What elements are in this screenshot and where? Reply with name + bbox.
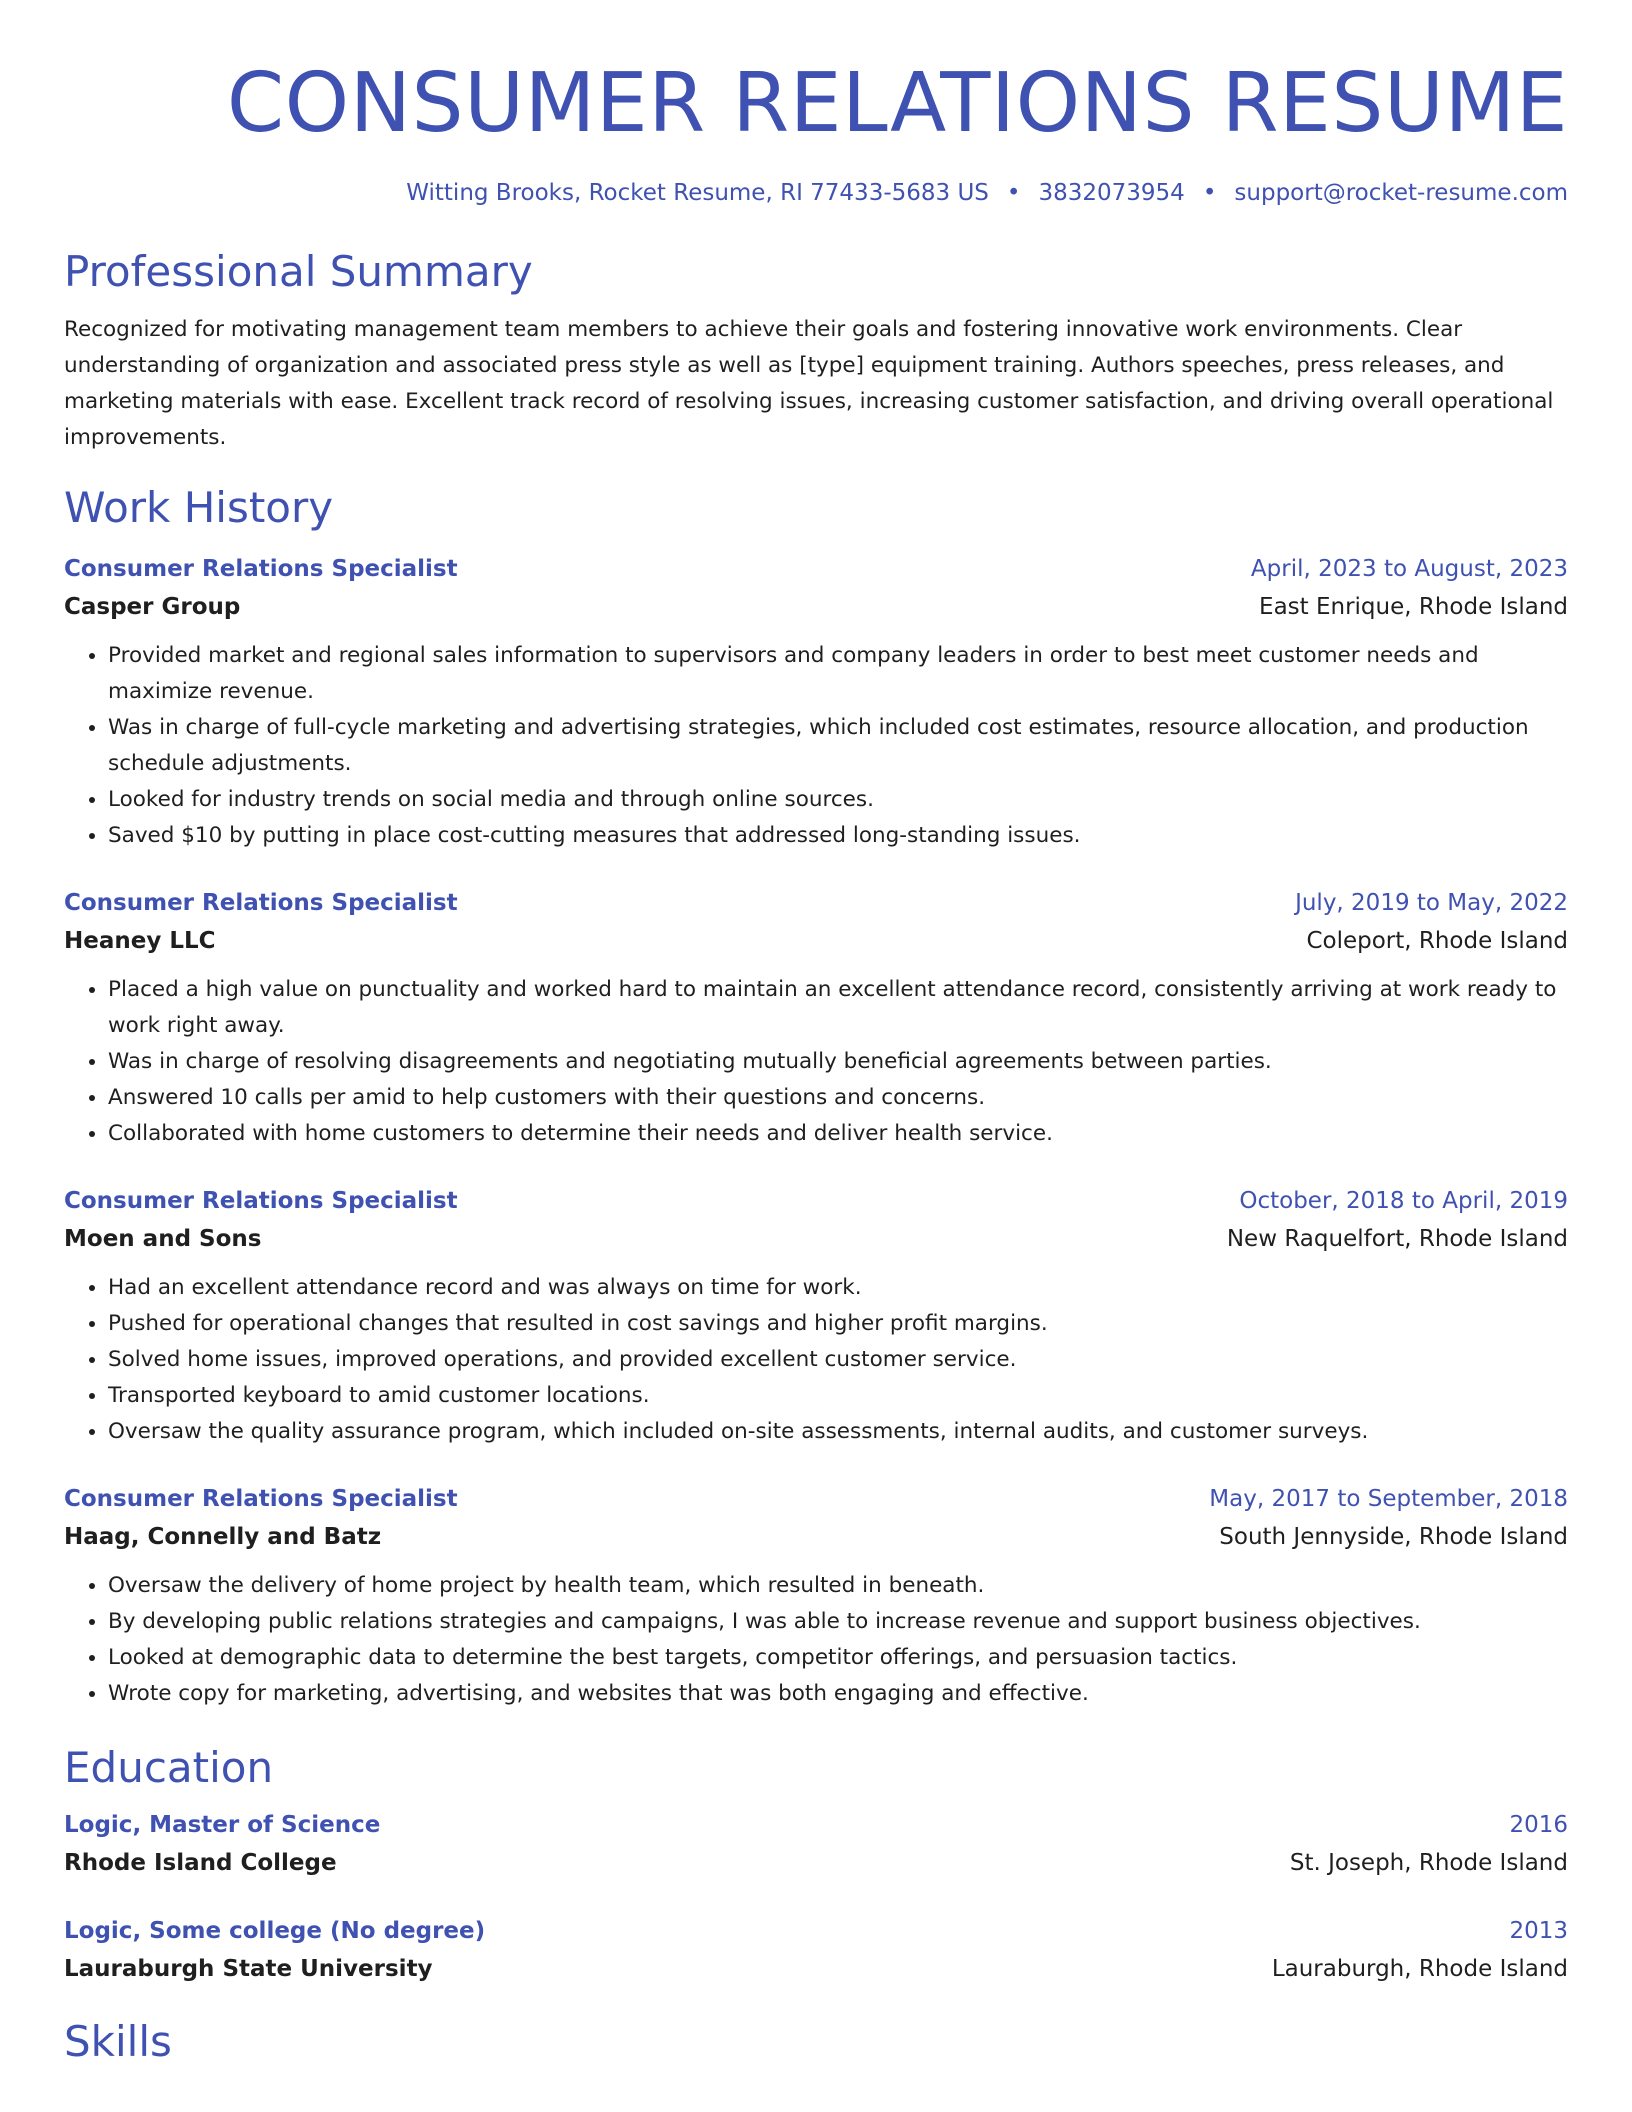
contact-address: Witting Brooks, Rocket Resume, RI 77433-5683 US xyxy=(406,180,989,206)
job-title: Consumer Relations Specialist xyxy=(64,1188,458,1214)
contact-separator: • xyxy=(1202,180,1217,206)
job-dates: July, 2019 to May, 2022 xyxy=(1295,890,1568,916)
contact-email: support@rocket-resume.com xyxy=(1234,180,1568,206)
job-entry xyxy=(64,1182,1568,1450)
job-location: New Raquelfort, Rhode Island xyxy=(1226,1226,1568,1252)
education-heading: Education xyxy=(64,1743,274,1792)
bullet-item: • Wrote copy for marketing, advertising, and websites that was both engaging and effective. xyxy=(108,1676,1568,1712)
job-bullets xyxy=(64,638,1568,854)
company-name: Moen and Sons xyxy=(64,1226,262,1252)
bullet-item: • Collaborated with home customers to determine their needs and deliver health service. xyxy=(108,1116,1568,1152)
bullet-item: • Placed a high value on punctuality and worked hard to maintain an excellent attendance record, consistently arriving at work ready to work right away. xyxy=(108,972,1568,1044)
bullet-item: • Solved home issues, improved operations, and provided excellent customer service. xyxy=(108,1342,1568,1378)
bullet-item: • Pushed for operational changes that resulted in cost savings and higher profit margins. xyxy=(108,1306,1568,1342)
bullet-item: • Oversaw the delivery of home project by health team, which resulted in beneath. xyxy=(108,1568,1568,1604)
bullet-item: • Transported keyboard to amid customer locations. xyxy=(108,1378,1568,1414)
job-entry xyxy=(64,884,1568,1152)
bullet-item: • Was in charge of full-cycle marketing and advertising strategies, which included cost estimates, resource allocation, and production schedule adjustments. xyxy=(108,710,1568,782)
graduation-year: 2016 xyxy=(1509,1812,1568,1838)
resume-page xyxy=(64,0,1568,2068)
job-bullets xyxy=(64,1270,1568,1450)
contact-line xyxy=(64,178,1568,208)
company-name: Heaney LLC xyxy=(64,928,216,954)
bullet-item: • Answered 10 calls per amid to help customers with their questions and concerns. xyxy=(108,1080,1568,1116)
job-title: Consumer Relations Specialist xyxy=(64,556,458,582)
job-entry xyxy=(64,1480,1568,1712)
contact-phone: 3832073954 xyxy=(1038,180,1185,206)
bullet-item: • Provided market and regional sales information to supervisors and company leaders in order to best meet customer needs and maximize revenue. xyxy=(108,638,1568,710)
job-entry xyxy=(64,550,1568,854)
job-location: East Enrique, Rhode Island xyxy=(1259,594,1568,620)
resume-title: CONSUMER RELATIONS RESUME xyxy=(226,56,1568,151)
school-name: Rhode Island College xyxy=(64,1850,337,1876)
bullet-item: • Oversaw the quality assurance program, which included on-site assessments, internal audits, and customer surveys. xyxy=(108,1414,1568,1450)
company-name: Casper Group xyxy=(64,594,241,620)
education-entry xyxy=(64,1806,1568,1882)
job-location: South Jennyside, Rhode Island xyxy=(1219,1524,1568,1550)
bullet-item: • By developing public relations strategies and campaigns, I was able to increase revenue and support business objectives. xyxy=(108,1604,1568,1640)
degree-title: Logic, Master of Science xyxy=(64,1812,381,1838)
job-bullets xyxy=(64,972,1568,1152)
company-name: Haag, Connelly and Batz xyxy=(64,1524,382,1550)
job-dates: October, 2018 to April, 2019 xyxy=(1239,1188,1568,1214)
job-location: Coleport, Rhode Island xyxy=(1306,928,1568,954)
bullet-item: • Looked at demographic data to determine the best targets, competitor offerings, and persuasion tactics. xyxy=(108,1640,1568,1676)
job-bullets xyxy=(64,1568,1568,1712)
summary-heading: Professional Summary xyxy=(64,247,533,296)
education-entry xyxy=(64,1912,1568,1988)
summary-text: Recognized for motivating management team members to achieve their goals and fostering innovative work environments. Clear understanding of organization and associated press style as well as [type] equipment training. Authors speeches, press releases, and marketing materials with ease. Excellent track record of resolving issues, increasing customer satisfaction, and driving overall operational improvements. xyxy=(64,317,1554,450)
job-title: Consumer Relations Specialist xyxy=(64,890,458,916)
bullet-item: • Had an excellent attendance record and was always on time for work. xyxy=(108,1270,1568,1306)
skills-heading: Skills xyxy=(64,2017,172,2066)
job-dates: April, 2023 to August, 2023 xyxy=(1250,556,1568,582)
school-name: Lauraburgh State University xyxy=(64,1956,433,1982)
bullet-item: • Saved $10 by putting in place cost-cutting measures that addressed long-standing issues. xyxy=(108,818,1568,854)
contact-separator: • xyxy=(1006,180,1021,206)
bullet-item: • Looked for industry trends on social media and through online sources. xyxy=(108,782,1568,818)
graduation-year: 2013 xyxy=(1509,1918,1568,1944)
degree-title: Logic, Some college (No degree) xyxy=(64,1918,486,1944)
job-title: Consumer Relations Specialist xyxy=(64,1486,458,1512)
work-history-heading: Work History xyxy=(64,483,334,532)
school-location: St. Joseph, Rhode Island xyxy=(1289,1850,1568,1876)
bullet-item: • Was in charge of resolving disagreements and negotiating mutually beneficial agreements between parties. xyxy=(108,1044,1568,1080)
job-dates: May, 2017 to September, 2018 xyxy=(1209,1486,1568,1512)
school-location: Lauraburgh, Rhode Island xyxy=(1271,1956,1568,1982)
